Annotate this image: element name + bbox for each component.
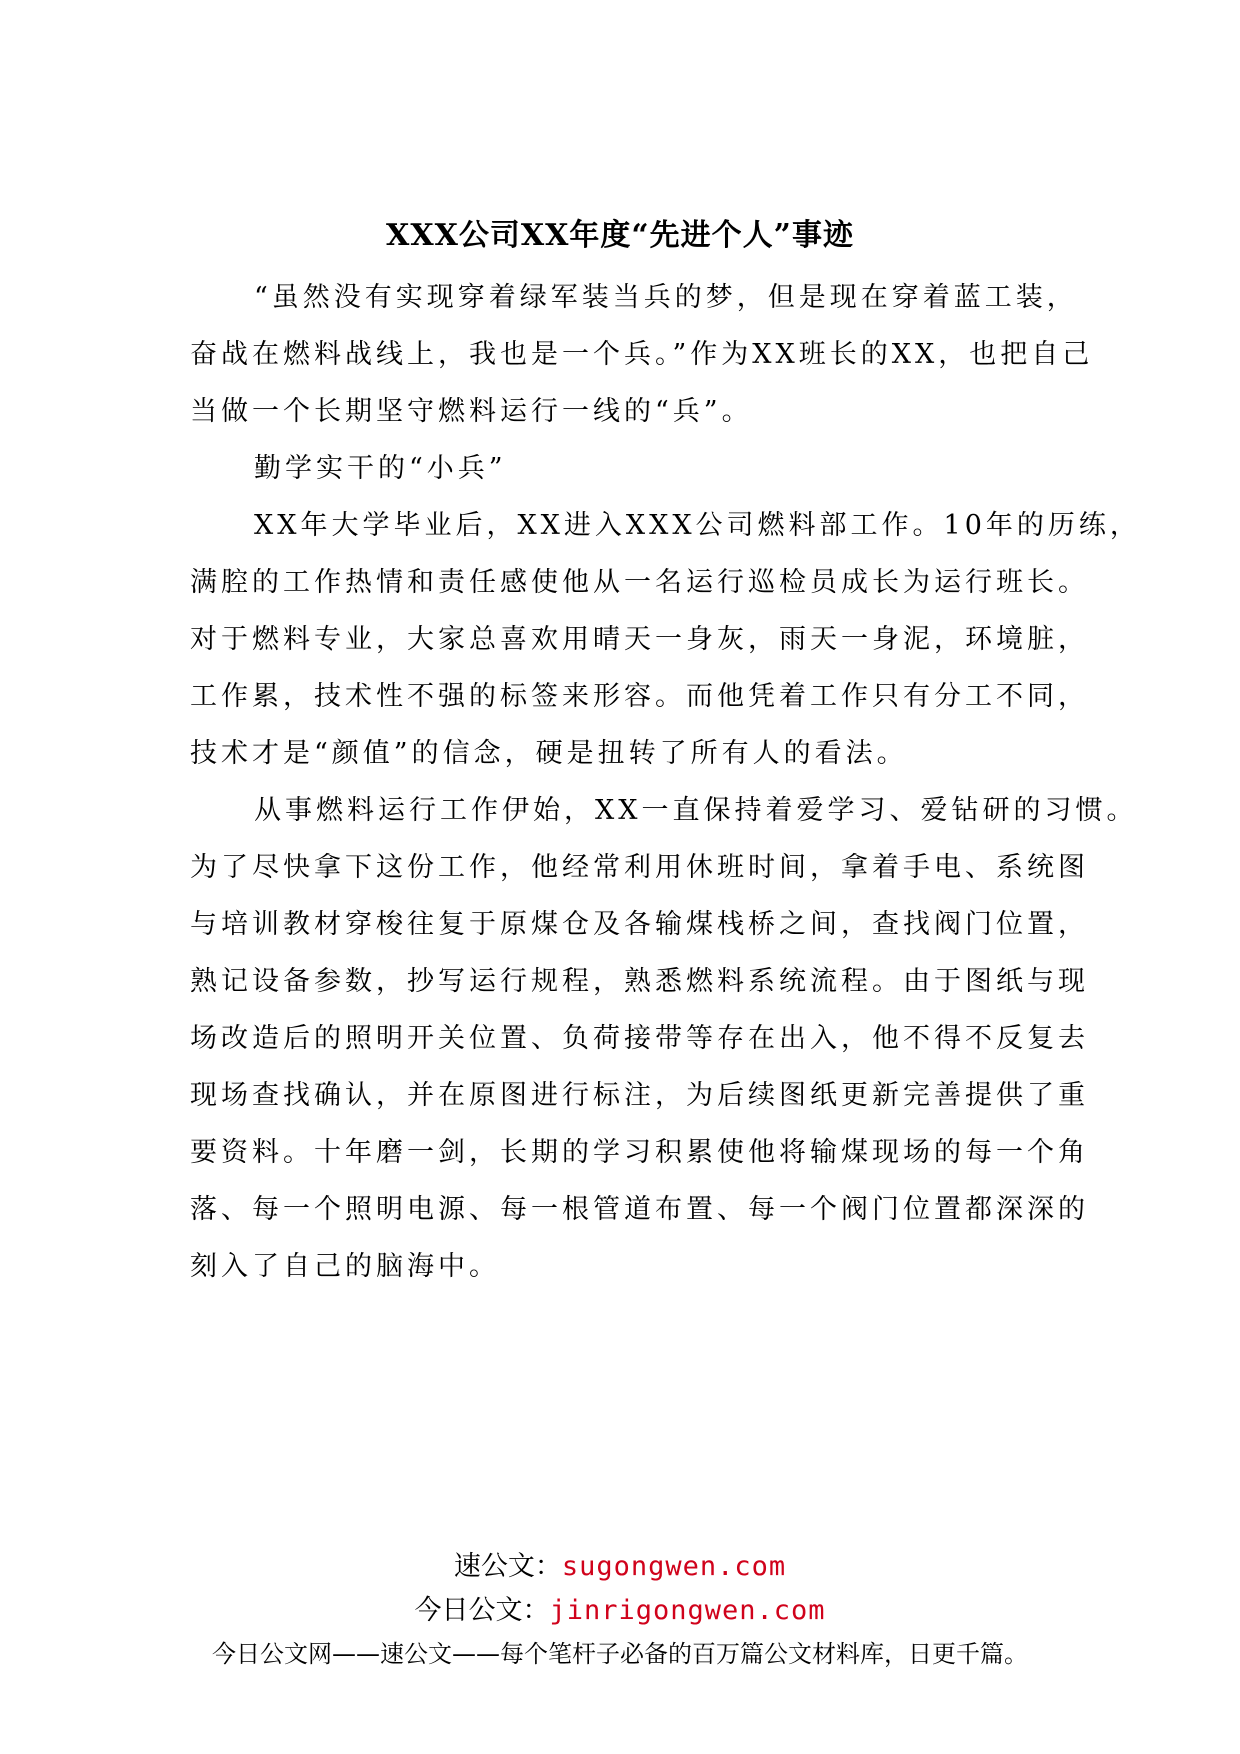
site2-label: 今日公文： [414,1595,550,1626]
paragraph-line: 满腔的工作热情和责任感使他从一名运行巡检员成长为运行班长。 [190,567,1089,598]
paragraph-line: 技术才是“颜值”的信念，硬是扭转了所有人的看法。 [190,738,908,769]
paragraph-line: “虽然没有实现穿着绿军装当兵的梦，但是现在穿着蓝工装， [254,282,1078,313]
paragraph-line: 从事燃料运行工作伊始，XX一直保持着爱学习、爱钻研的习惯。 [254,795,1138,826]
paragraph-line: 现场查找确认，并在原图进行标注，为后续图纸更新完善提供了重 [190,1080,1089,1111]
paragraph-line: 当做一个长期坚守燃料运行一线的“兵”。 [190,396,753,427]
paragraph-line: 熟记设备参数，抄写运行规程，熟悉燃料系统流程。由于图纸与现 [190,966,1089,997]
paragraph-line: 落、每一个照明电源、每一根管道布置、每一个阀门位置都深深的 [190,1194,1089,1225]
site2-link[interactable]: jinrigongwen.com [549,1595,826,1626]
paragraph-line: 要资料。十年磨一剑，长期的学习积累使他将输煤现场的每一个角 [190,1137,1089,1168]
footer-slogan: 今日公文网——速公文——每个笔杆子必备的百万篇公文材料库，日更千篇。 [212,1640,1028,1668]
paragraph-line: 刻入了自己的脑海中。 [190,1251,500,1282]
paragraph-line: 工作累，技术性不强的标签来形容。而他凭着工作只有分工不同， [190,681,1089,712]
paragraph-line: 对于燃料专业，大家总喜欢用晴天一身灰，雨天一身泥，环境脏， [190,624,1089,655]
paragraph-line: XX年大学毕业后，XX进入XXX公司燃料部工作。10年的历练， [254,510,1141,541]
footer-site2 [0,1588,1240,1627]
site1-label: 速公文： [453,1551,562,1582]
document-title: XXX公司XX年度“先进个人”事迹 [386,218,854,253]
section-heading: 勤学实干的“小兵” [254,453,507,484]
paragraph-line: 场改造后的照明开关位置、负荷接带等存在出入，他不得不反复去 [190,1023,1089,1054]
site1-link[interactable]: sugongwen.com [561,1551,787,1582]
paragraph-line: 为了尽快拿下这份工作，他经常利用休班时间，拿着手电、系统图 [190,852,1089,883]
paragraph-line: 与培训教材穿梭往复于原煤仓及各输煤栈桥之间，查找阀门位置， [190,909,1089,940]
paragraph-line: 奋战在燃料战线上，我也是一个兵。”作为XX班长的XX，也把自己 [190,339,1094,370]
footer-site1 [0,1544,1240,1583]
